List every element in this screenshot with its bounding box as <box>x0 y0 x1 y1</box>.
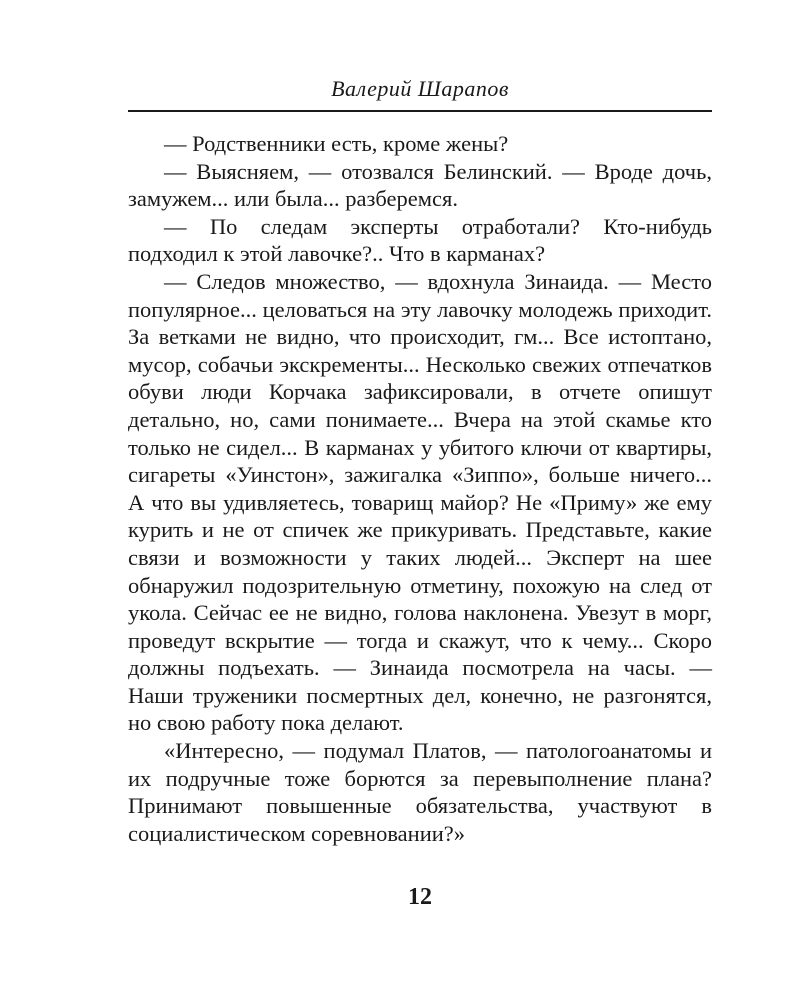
paragraph: «Интересно, — подумал Платов, — патологоанатомы и их подручные тоже борются за перевыполнение плана? Принимают повышенные обязательства, участвуют в социалистическом соревновании?» <box>128 738 712 846</box>
header-rule <box>128 110 712 112</box>
book-page <box>128 74 712 934</box>
body-text <box>128 130 712 847</box>
page-number: 12 <box>408 884 432 910</box>
paragraph: — Выясняем, — отозвался Белинский. — Вроде дочь, замужем... или была... разберемся. <box>128 158 712 212</box>
running-head-author: Валерий Шарапов <box>331 76 509 101</box>
paragraph: — Следов множество, — вдохнула Зинаида. — Место популярное... целоваться на эту лавочку молодежь приходит. За ветками не видно, что происходит, гм... Все истоптано, мусор, собачьи экскременты... Несколько свежих отпечатков обуви люди Корчака зафиксировали, в отчете опишут детально, но, сами понимаете... Вчера на этой скамье кто только не сидел... В карманах у убитого ключи от квартиры, сигареты «Уинстон», зажигалка «Зиппо», больше ничего... А что вы удивляетесь, товарищ майор? Не «Приму» же ему курить и не от спичек же прикуривать. Представьте, какие связи и возможности у таких людей... Эксперт на шее обнаружил подозрительную отметину, похожую на след от укола. Сейчас ее не видно, голова наклонена. Увезут в морг, проведут вскрытие — тогда и скажут, что к чему... Скоро должны подъехать. — Зинаида посмотрела на часы. — Наши труженики посмертных дел, конечно, не разгонятся, но свою работу пока делают. <box>128 268 712 736</box>
paragraph: — Родственники есть, кроме жены? <box>164 131 509 156</box>
paragraph: — По следам эксперты отработали? Кто-нибудь подходил к этой лавочке?.. Что в карманах? <box>128 213 712 267</box>
